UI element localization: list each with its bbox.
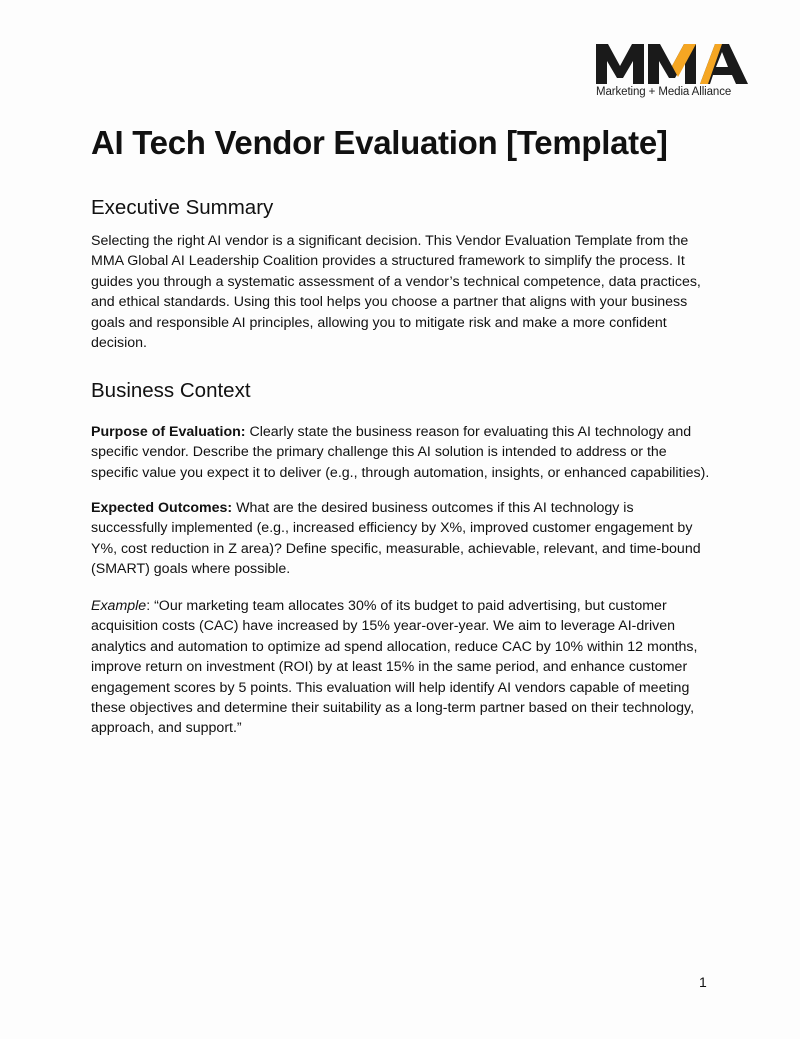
mma-wordmark-graphic — [596, 44, 748, 84]
outcomes-label: Expected Outcomes: — [91, 500, 233, 516]
purpose-label: Purpose of Evaluation: — [91, 424, 246, 440]
example-text: : “Our marketing team allocates 30% of its budget to paid advertising, but customer acquisition costs (CAC) have increased by 15% year-over-year. We aim to leverage AI-driven analytics and automation to optimize ad spend allocation, reduce CAC by 10% within 12 months, improve return on investment (ROI) by at least 15% in the same period, and enhance customer engagement scores by 5 points. This evaluation will help identify AI vendors capable of meeting these objectives and determine their suitability as a long-term partner based on their technology, approach, and support.” — [91, 598, 698, 737]
page-number: 1 — [699, 974, 707, 990]
purpose-text: Clearly state the business reason for evaluating this AI technology and specific vendor. Describe the primary challenge this AI solution is intended to address or the specific value you expect it to deliver (e.g., through automation, insights, or enhanced capabilities). — [91, 424, 710, 481]
example-label: Example — [91, 598, 147, 614]
outcomes-text: What are the desired business outcomes if this AI technology is successfully implemented (e.g., increased efficiency by X%, improved customer engagement by Y%, cost reduction in Z area)? Define specific, measurable, achievable, relevant, and time-bound (SMART) goals where possible. — [91, 500, 701, 578]
outcomes-paragraph — [91, 498, 711, 580]
executive-summary-body: Selecting the right AI vendor is a significant decision. This Vendor Evaluation Template from the MMA Global AI Leadership Coalition provides a structured framework to simplify the process. It guides you through a systematic assessment of a vendor’s technical competence, data practices, and ethical standards. Using this tool helps you choose a partner that aligns with your business goals and responsible AI principles, allowing you to mitigate risk and make a more confident decision. — [91, 233, 701, 352]
mma-logo — [596, 44, 750, 98]
purpose-paragraph — [91, 422, 711, 483]
example-paragraph — [91, 596, 711, 739]
executive-summary-section — [91, 196, 711, 220]
business-context-section — [91, 379, 711, 403]
document-title: AI Tech Vendor Evaluation [Template] — [91, 124, 668, 161]
executive-summary-heading: Executive Summary — [91, 196, 274, 219]
business-context-heading: Business Context — [91, 379, 251, 402]
logo-tagline: Marketing + Media Alliance — [596, 86, 732, 98]
